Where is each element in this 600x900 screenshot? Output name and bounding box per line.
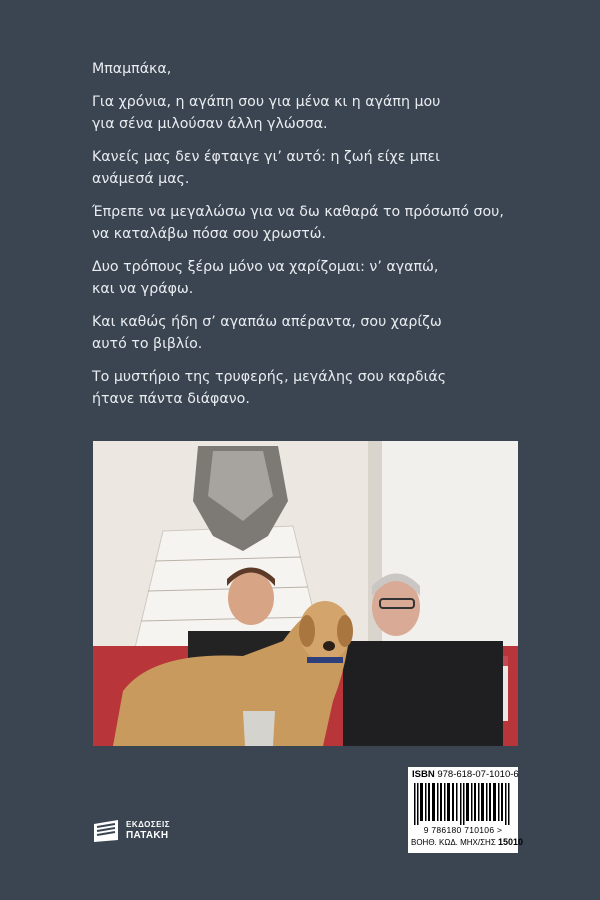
salutation: Μπαμπάκα, xyxy=(92,61,172,77)
dedication-text xyxy=(92,58,552,421)
man-left-head xyxy=(228,571,274,625)
barcode-label xyxy=(408,767,524,853)
barcode-digits: 9 786180 710106 > xyxy=(423,825,503,835)
stanza-1: Για χρόνια, η αγάπη σου για μένα κι η αγάπη μου για σένα μιλούσαν άλλη γλώσσα. xyxy=(92,94,441,132)
isbn: ISBN 978-618-07-1010-6 xyxy=(412,769,519,780)
stanza-6: Το μυστήριο της τρυφερής, μεγάλης σου καρδιάς ήτανε πάντα διάφανο. xyxy=(92,369,447,407)
family-photo xyxy=(93,441,518,746)
stanza-2: Κανείς μας δεν έφταιγε γι’ αυτό: η ζωή είχε μπει ανάμεσά μας. xyxy=(92,149,440,187)
stanza-5: Και καθώς ήδη σ’ αγαπάω απέραντα, σου χαρίζω αυτό το βιβλίο. xyxy=(92,314,442,352)
stanza-4: Δυο τρόπους ξέρω μόνο να χαρίζομαι: ν’ αγαπώ, και να γράφω. xyxy=(92,259,439,297)
barcode-bars xyxy=(414,783,512,825)
publisher-name-line2: ΠΑΤΑΚΗ xyxy=(126,830,169,841)
wine-glass xyxy=(243,711,275,746)
stanza-3: Έπρεπε να μεγαλώσω για να δω καθαρά το πρόσωπό σου, να καταλάβω πόσα σου χρωστώ. xyxy=(92,204,504,242)
product-code: ΒΟΗΘ. ΚΩΔ. ΜΗΧ/ΣΗΣ 15010 xyxy=(411,837,524,847)
publisher-name-line1: ΕΚΔΟΣΕΙΣ xyxy=(126,820,171,829)
publisher-logo-icon xyxy=(92,816,120,844)
publisher-logo-block xyxy=(92,810,212,850)
